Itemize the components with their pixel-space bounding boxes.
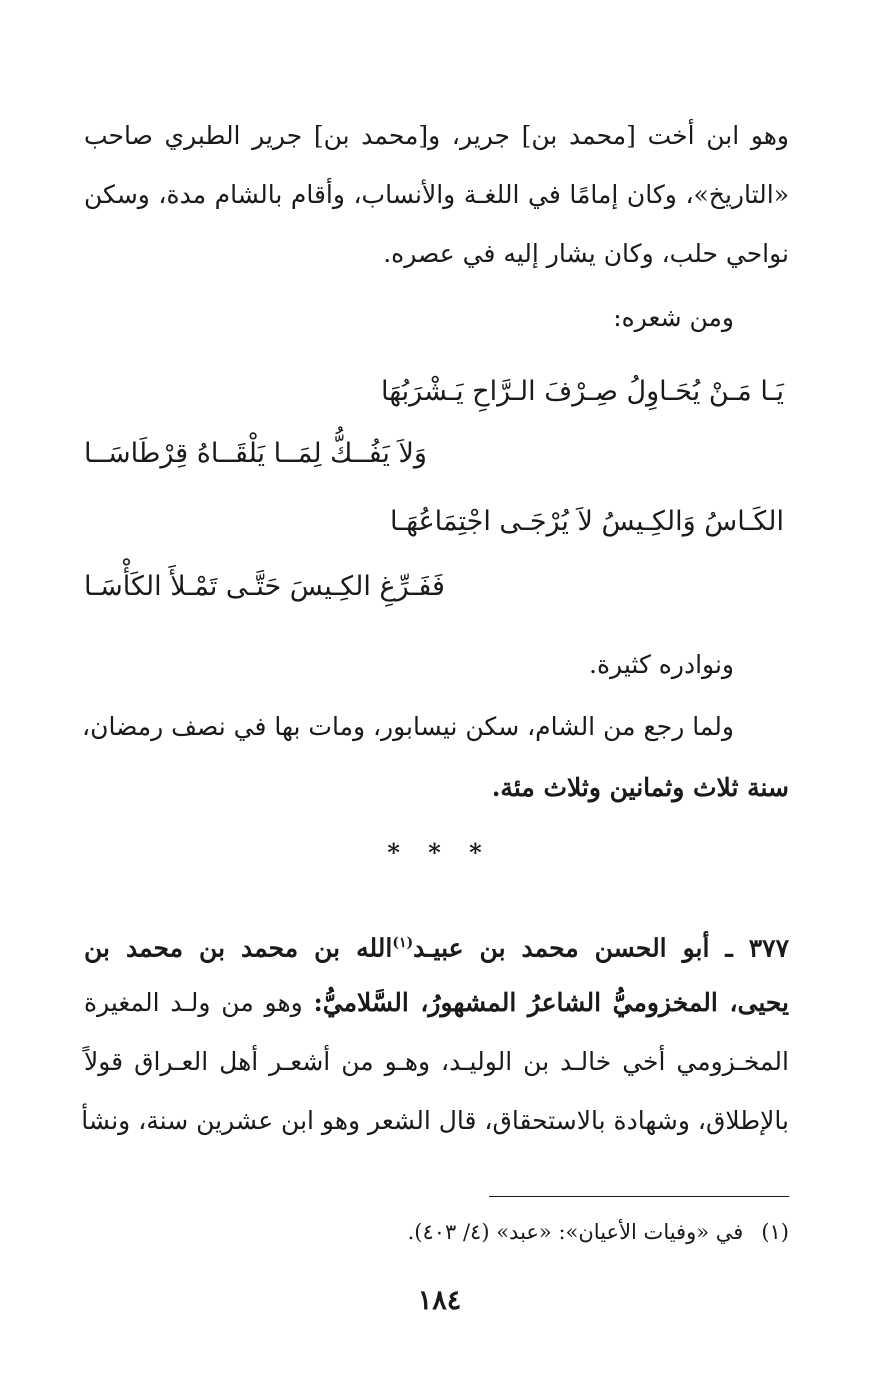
paragraph-line: سنة ثلاث وثمانين وثلاث مئة. [491, 773, 789, 802]
verse-hemistich: الكَـاسُ وَالكِـيسُ لاَ يُرْجَـى اجْتِمَاعُهَـا [389, 506, 784, 537]
paragraph-line: ونوادره كثيرة. [589, 650, 734, 679]
entry-text: وهو من ولـد المغيرة [84, 988, 314, 1017]
footnote-text: في «وفيات الأعيان»: «عبد» (٤/ ٤٠٣). [407, 1220, 744, 1244]
page-number: ١٨٤ [417, 1285, 462, 1316]
footnote [408, 1216, 789, 1248]
footnote-ref: (١) [392, 935, 414, 951]
entry-line [84, 983, 789, 1023]
section-separator: * * * [387, 838, 492, 867]
entry-heading-text: ٣٧٧ ـ أبو الحسن محمد بن عبيـد [413, 933, 790, 963]
paragraph-line: نواحي حلب، وكان يشار إليه في عصره. [383, 239, 789, 268]
paragraph-line: وهو ابن أخت [محمد بن] جرير، و[محمد بن] جرير الطبري صاحب [84, 121, 789, 150]
verse-hemistich: يَـا مَـنْ يُحَـاوِلُ صِـرْفَ الـرَّاحِ يَـشْرَبُهَا [380, 376, 784, 407]
verse-hemistich: فَفَـرِّغِ الكِـيسَ حَتَّـى تَمْـلأَ الكَأْسَـا [84, 571, 445, 602]
entry-heading-text: الله بن محمد بن محمد بن [84, 933, 393, 963]
entry-line: المخـزومي أخي خالـد بن الوليـد، وهـو من أشعـر أهل العـراق قولاً [84, 1047, 789, 1076]
footnote-number: (١) [761, 1220, 789, 1244]
verse-hemistich: وَلاَ يَفُــكُّ لِمَــا يَلْقَــاهُ قِرْطَاسَــا [84, 438, 427, 469]
poetry-intro: ومن شعره: [613, 303, 734, 332]
entry-heading-line [84, 923, 789, 968]
entry-name: يحيى، المخزوميُّ الشاعرُ المشهورُ، السَّلاميُّ: [313, 988, 789, 1017]
entry-line: بالإطلاق، وشهادة بالاستحقاق، قال الشعر وهو ابن عشرين سنة، ونشأ [81, 1106, 789, 1135]
paragraph-line: ولما رجع من الشام، سكن نيسابور، ومات بها في نصف رمضان، [82, 712, 734, 741]
footnote-divider [489, 1196, 789, 1197]
paragraph-line: «التاريخ»، وكان إمامًا في اللغـة والأنساب، وأقام بالشام مدة، وسكن [84, 180, 789, 209]
